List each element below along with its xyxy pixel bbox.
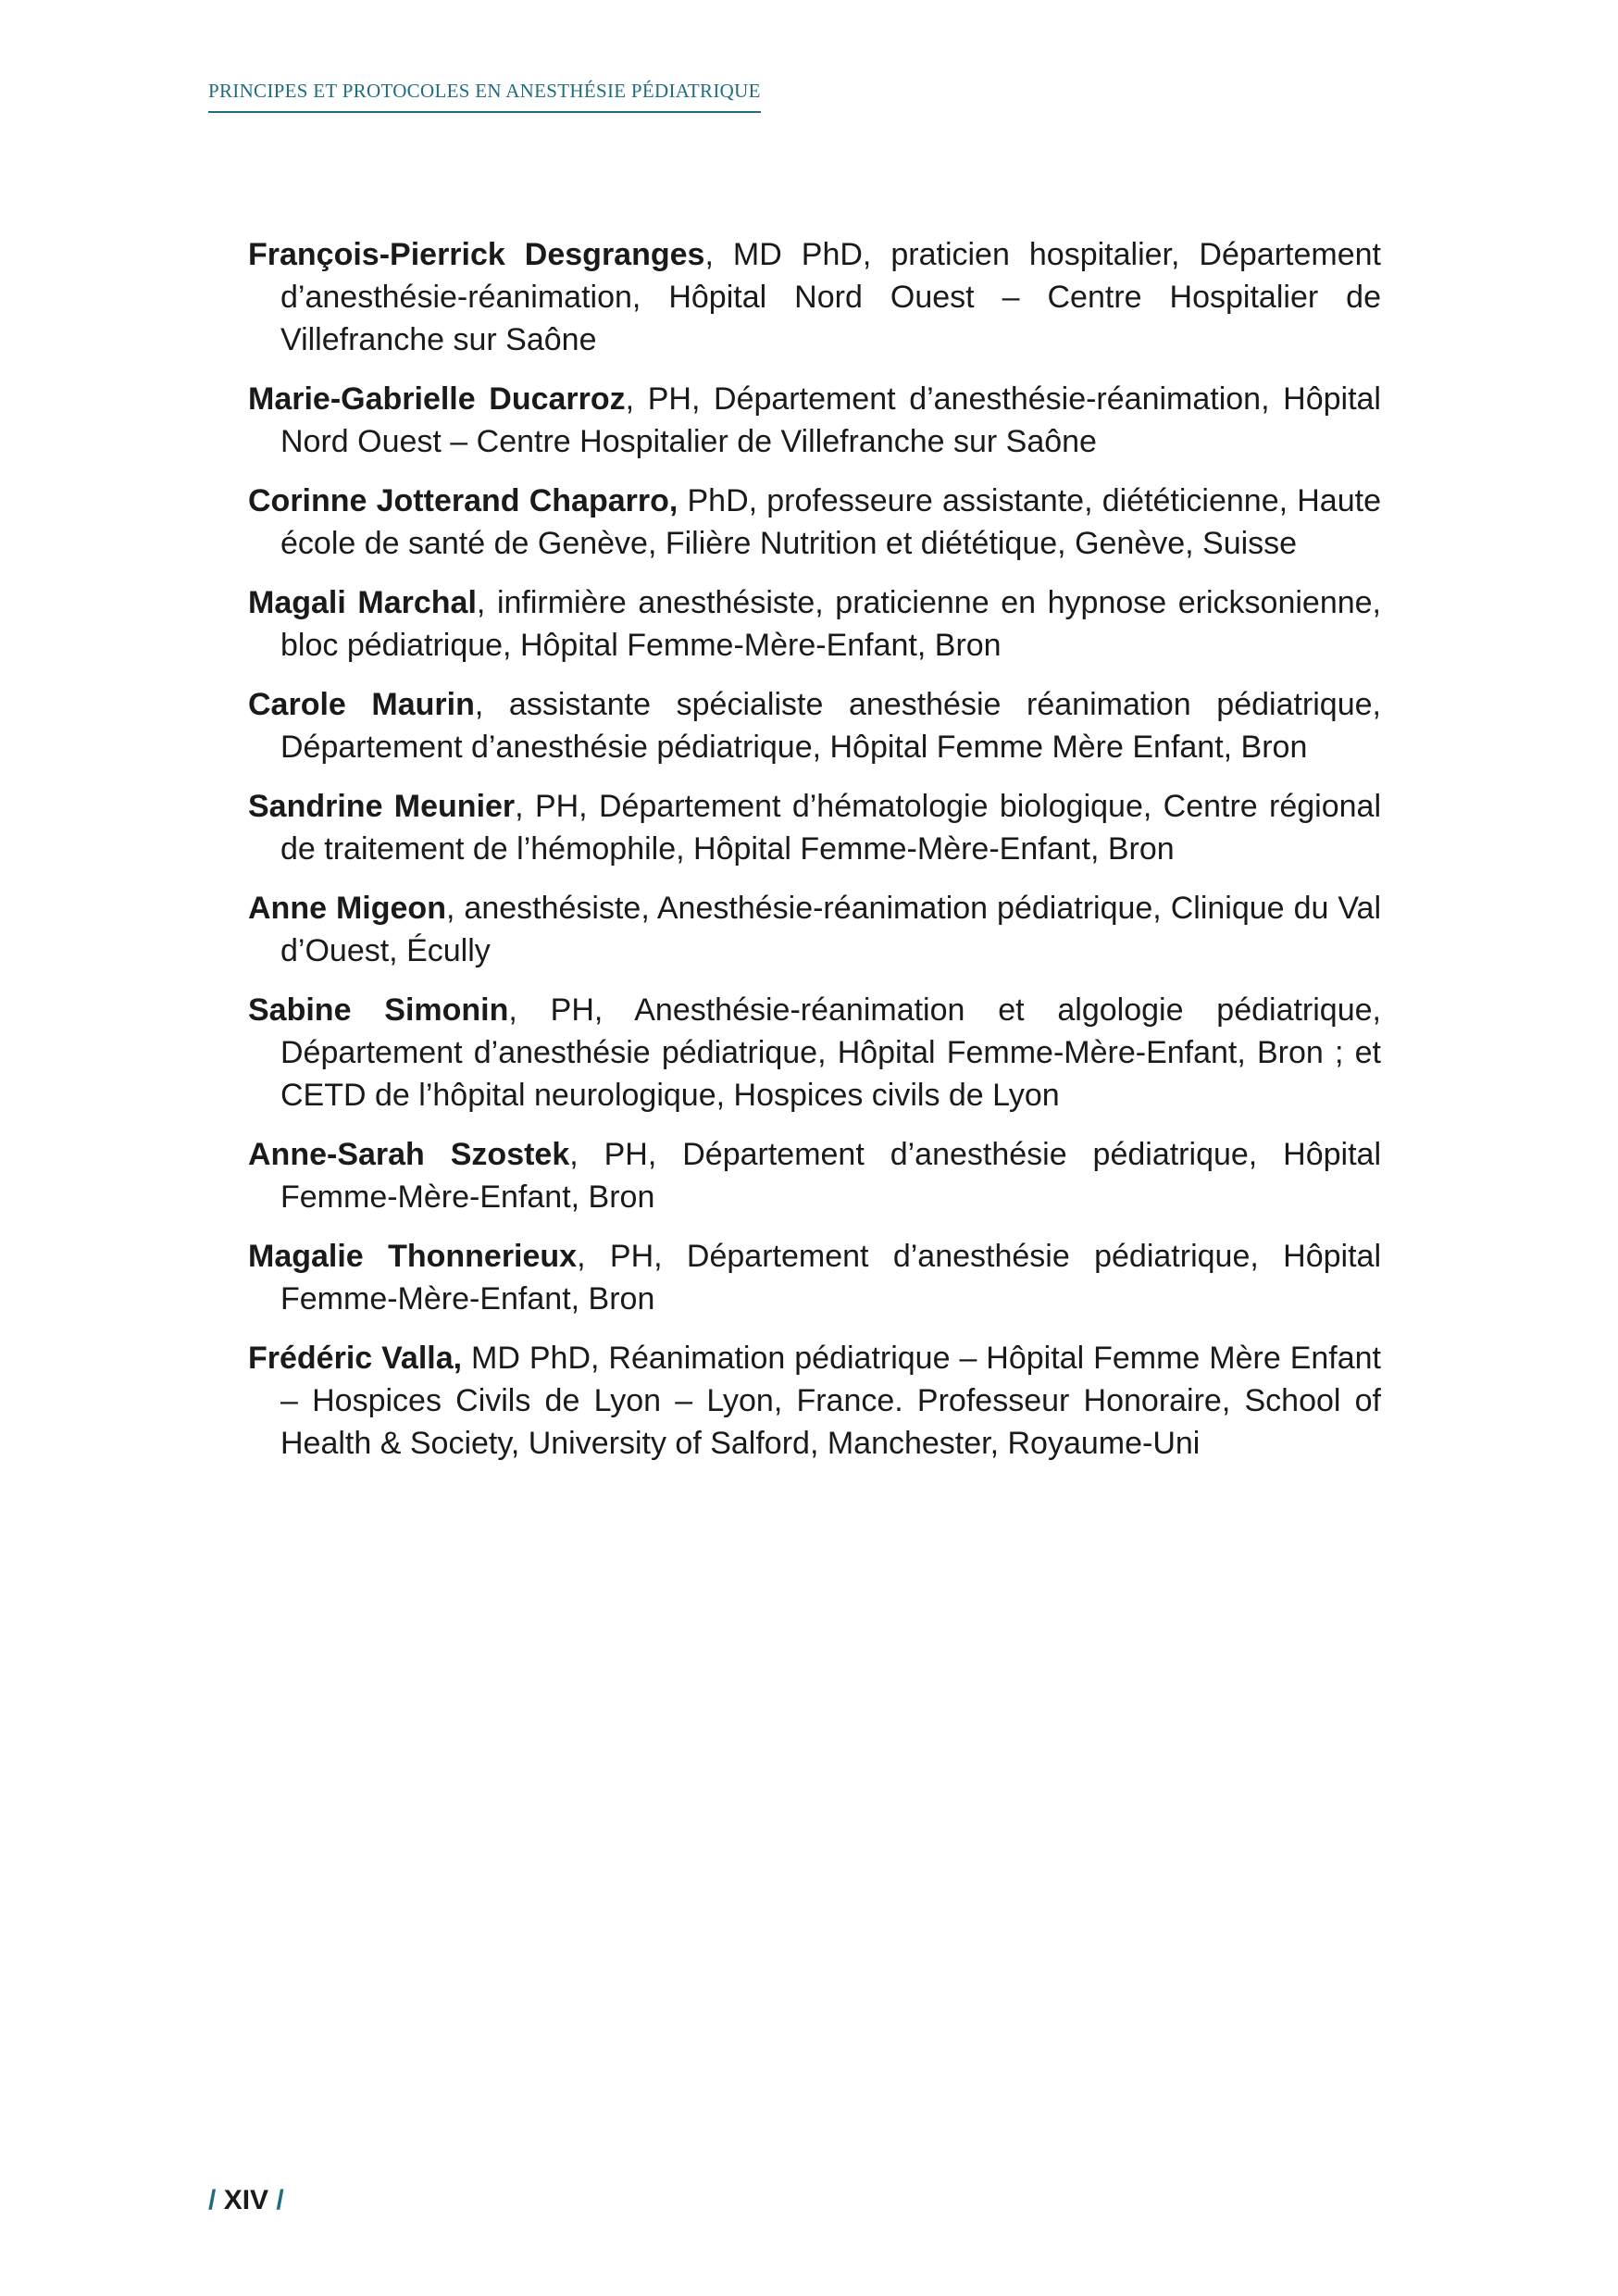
contributor-list (248, 233, 1381, 1481)
contributor-name: Magalie Thonnerieux (248, 1239, 578, 1274)
contributor-name: François-Pierrick Desgranges (248, 237, 705, 272)
contributor-name: Carole Maurin (248, 687, 475, 722)
contributor-entry (248, 480, 1381, 565)
contributor-details: , PH, Anesthésie-réanimation et algologie pédiatrique, Département d’anesthésie pédiatrique, Hôpital Femme-Mère-Enfant, Bron ; et CETD de l’hôpital neurologique, Hospices civils de Lyon (280, 992, 1381, 1113)
page-number-slash-left: / (208, 2185, 217, 2215)
contributor-details: , PH, Département d’anesthésie-réanimation, Hôpital Nord Ouest – Centre Hospitalier de Villefranche sur Saône (280, 381, 1381, 459)
contributor-details: , assistante spécialiste anesthésie réanimation pédiatrique, Département d’anesthésie pédiatrique, Hôpital Femme Mère Enfant, Bron (280, 687, 1381, 765)
running-header: PRINCIPES ET PROTOCOLES EN ANESTHÉSIE PÉDIATRIQUE (208, 80, 761, 113)
contributor-name: Sabine Simonin (248, 992, 509, 1028)
contributor-entry (248, 1133, 1381, 1218)
contributor-entry (248, 785, 1381, 870)
contributor-entry (248, 581, 1381, 667)
contributor-details: PhD, professeure assistante, diététicienne, Haute école de santé de Genève, Filière Nutrition et diététique, Genève, Suisse (280, 483, 1381, 561)
contributor-entry (248, 1337, 1381, 1465)
contributor-name: Anne-Sarah Szostek (248, 1137, 570, 1172)
contributor-name: Sandrine Meunier (248, 789, 516, 824)
contributor-entry (248, 1235, 1381, 1320)
contributor-details: , MD PhD, praticien hospitalier, Département d’anesthésie-réanimation, Hôpital Nord Ouest – Centre Hospitalier de Villefranche sur Saône (280, 237, 1381, 357)
contributor-name: Frédéric Valla, (248, 1341, 463, 1376)
contributor-details: MD PhD, Réanimation pédiatrique – Hôpital Femme Mère Enfant – Hospices Civils de Lyon – Lyon, France. Professeur Honoraire, School of Health & Society, University of Salford, Manchester, Royaume-Uni (280, 1341, 1381, 1461)
page-number (208, 2185, 284, 2216)
contributor-name: Marie-Gabrielle Ducarroz (248, 381, 626, 417)
contributor-details: , PH, Département d’anesthésie pédiatrique, Hôpital Femme-Mère-Enfant, Bron (280, 1239, 1381, 1316)
contributor-details: , PH, Département d’anesthésie pédiatrique, Hôpital Femme-Mère-Enfant, Bron (280, 1137, 1381, 1215)
contributor-name: Corinne Jotterand Chaparro, (248, 483, 678, 518)
contributor-entry (248, 887, 1381, 972)
contributor-details: , anesthésiste, Anesthésie-réanimation pédiatrique, Clinique du Val d’Ouest, Écully (280, 891, 1381, 968)
contributor-details: , PH, Département d’hématologie biologique, Centre régional de traitement de l’hémophile, Hôpital Femme-Mère-Enfant, Bron (280, 789, 1381, 867)
contributor-entry (248, 683, 1381, 768)
contributor-details: , infirmière anesthésiste, praticienne en hypnose ericksonienne, bloc pédiatrique, Hôpital Femme-Mère-Enfant, Bron (280, 585, 1381, 663)
contributor-entry (248, 378, 1381, 463)
contributor-entry (248, 233, 1381, 361)
contributor-name: Magali Marchal (248, 585, 477, 620)
page-number-value: XIV (223, 2185, 269, 2215)
contributor-entry (248, 989, 1381, 1117)
page-number-slash-right: / (276, 2185, 284, 2215)
contributor-name: Anne Migeon (248, 891, 446, 926)
